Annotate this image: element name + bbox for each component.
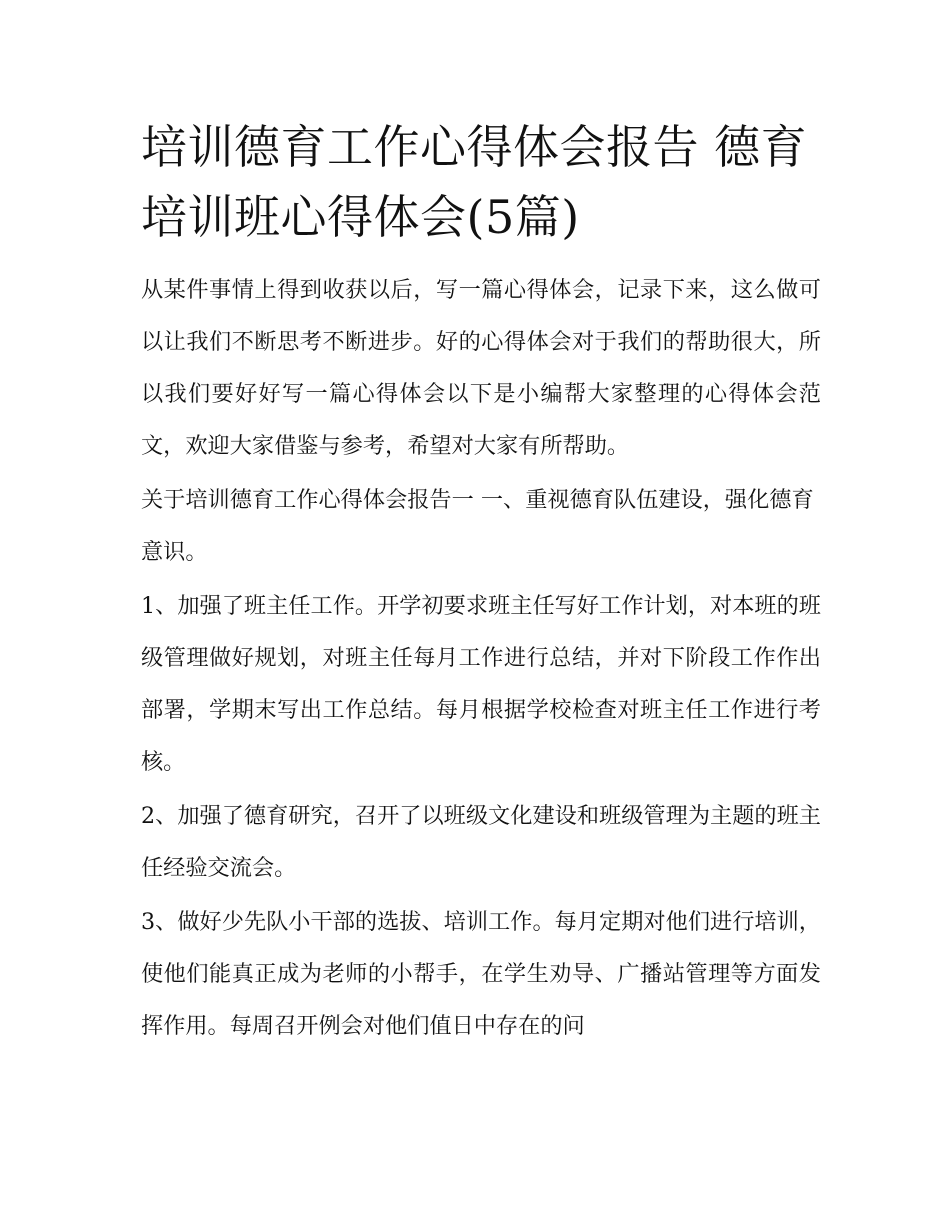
paragraph-item-3: 3、做好少先队小干部的选拔、培训工作。每月定期对他们进行培训，使他们能真正成为老师的小帮手，在学生劝导、广播站管理等方面发挥作用。每周召开例会对他们值日中存在的问 (141, 909, 821, 1039)
paragraph-intro: 从某件事情上得到收获以后，写一篇心得体会，记录下来，这么做可以让我们不断思考不断进步。好的心得体会对于我们的帮助很大，所以我们要好好写一篇心得体会以下是小编帮大家整理的心得体会范文，欢迎大家借鉴与参考，希望对大家有所帮助。 (141, 277, 821, 459)
paragraph-item-1: 1、加强了班主任工作。开学初要求班主任写好工作计划，对本班的班级管理做好规划，对班主任每月工作进行总结，并对下阶段工作作出部署，学期末写出工作总结。每月根据学校检查对班主任工作进行考核。 (141, 593, 821, 775)
document-title: 培训德育工作心得体会报告 德育培训班心得体会(5篇) (141, 120, 808, 244)
paragraph-item-2: 2、加强了德育研究，召开了以班级文化建设和班级管理为主题的班主任经验交流会。 (141, 803, 821, 881)
paragraph-section-heading: 关于培训德育工作心得体会报告一 一、重视德育队伍建设，强化德育意识。 (141, 487, 814, 565)
document-body (141, 112, 821, 1054)
